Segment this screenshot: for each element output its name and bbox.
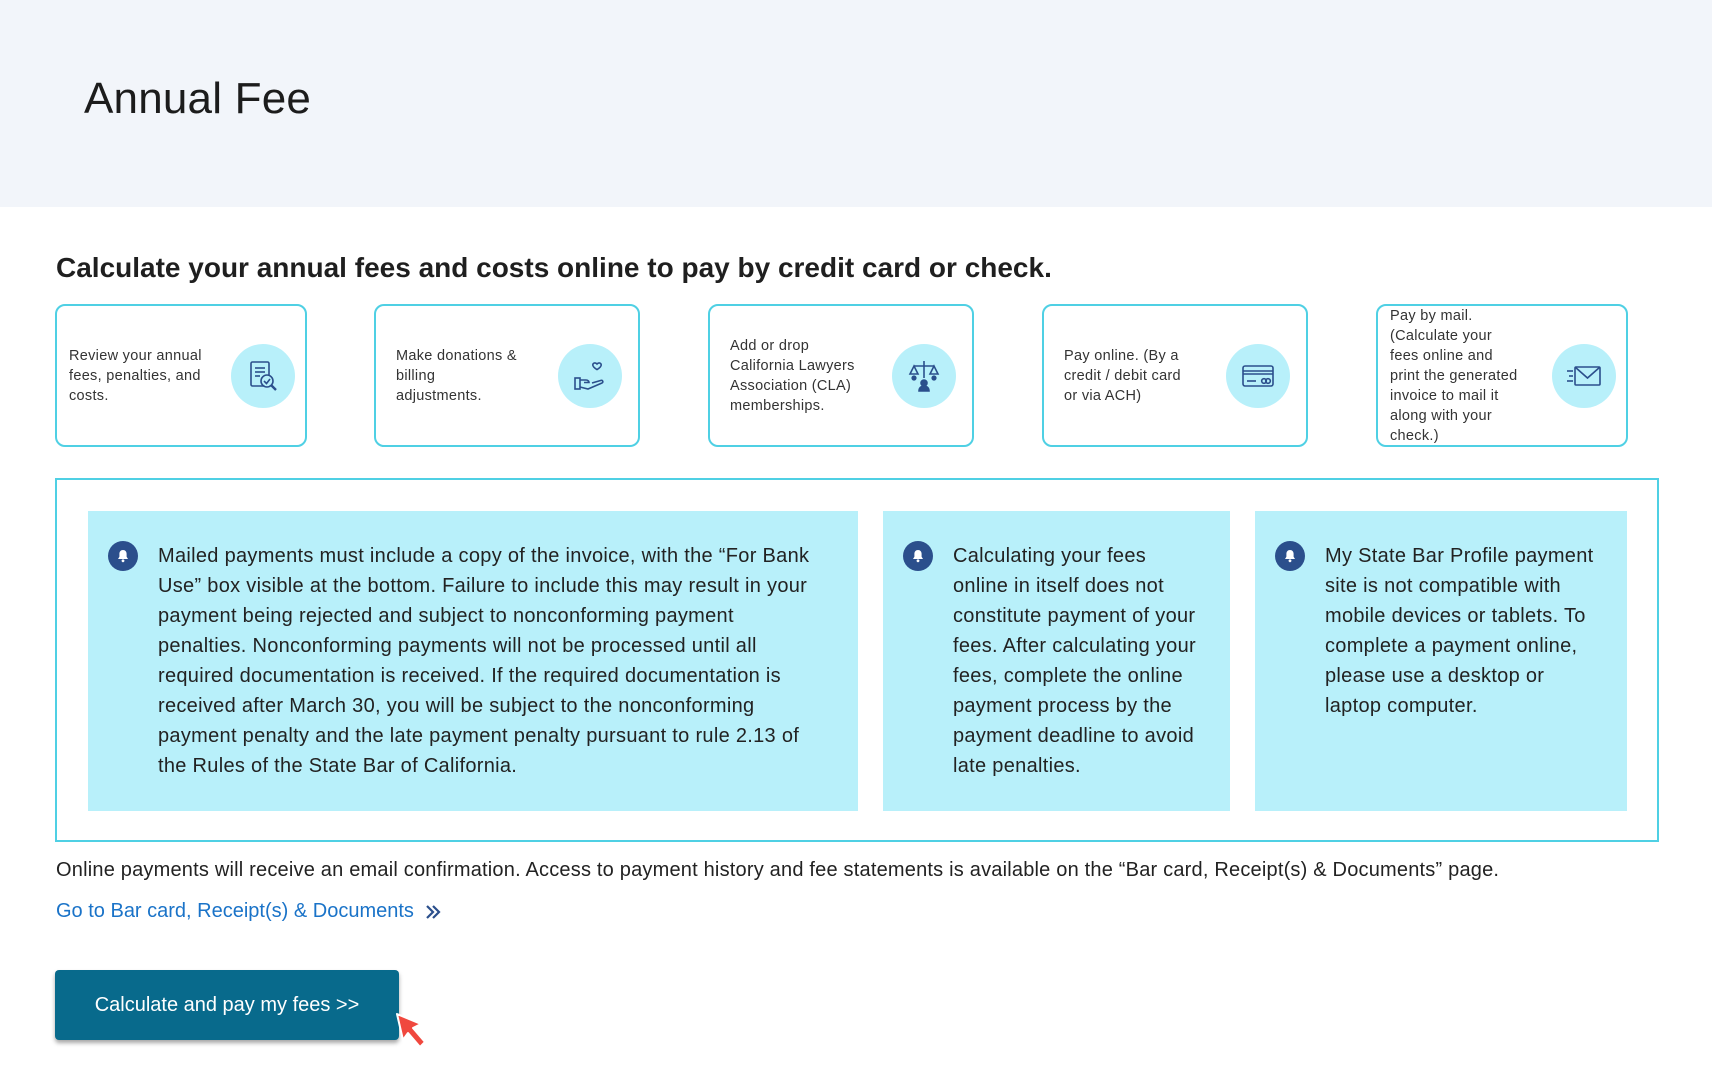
document-search-icon [231, 344, 295, 408]
bell-icon [903, 541, 933, 571]
credit-card-icon [1226, 344, 1290, 408]
mail-envelope-icon [1552, 344, 1616, 408]
hand-heart-icon [558, 344, 622, 408]
notice-panel-mailed-payments [88, 511, 858, 811]
notice-text: Calculating your fees online in itself does not constitute payment of your fees. After calculating your fees, complete the online payment process by the payment deadline to avoid late penalties. [953, 545, 1196, 777]
notice-text: Mailed payments must include a copy of the invoice, with the “For Bank Use” box visible at the bottom. Failure to include this may result in your payment being rejected and subject to nonconforming payment penalties. Nonconforming payments will not be processed until all required documentation is received. If the required documentation is received after March 30, you will be subject to the nonconforming payment penalty and the late payment penalty pursuant to rule 2.13 of the Rules of the State Bar of California. [158, 545, 810, 777]
step-card-cla-memberships [708, 304, 974, 447]
step-card-text: Add or drop California Lawyers Association (CLA) memberships. [730, 337, 855, 414]
step-card-text: Pay online. (By a credit / debit card or via ACH) [1064, 347, 1181, 404]
notice-box [55, 478, 1659, 842]
bell-icon [1275, 541, 1305, 571]
pointer-cursor-icon [395, 1010, 439, 1054]
step-card-text: Make donations & billing adjustments. [396, 347, 517, 404]
bar-card-documents-link-label: Go to Bar card, Receipt(s) & Documents [56, 900, 414, 922]
intro-subtitle: Calculate your annual fees and costs online to pay by credit card or check. [56, 252, 1052, 283]
step-card-pay-online [1042, 304, 1308, 447]
notice-panel-mobile-compatibility [1255, 511, 1627, 811]
email-confirmation-text: Online payments will receive an email confirmation. Access to payment history and fee statements is available on the “Bar card, Receipt(s) & Documents” page. [56, 859, 1500, 881]
notice-text: My State Bar Profile payment site is not compatible with mobile devices or tablets. To complete a payment online, please use a desktop or laptop computer. [1325, 545, 1594, 717]
scales-people-icon [892, 344, 956, 408]
step-card-pay-by-mail [1376, 304, 1628, 447]
page-title: Annual Fee [84, 74, 312, 123]
bar-card-documents-link[interactable] [56, 900, 444, 923]
step-card-text: Pay by mail. (Calculate your fees online and print the generated invoice to mail it along with your check.) [1390, 307, 1518, 444]
step-card-text: Review your annual fees, penalties, and costs. [69, 347, 202, 404]
double-chevron-right-icon [422, 901, 444, 923]
calculate-pay-fees-button[interactable]: Calculate and pay my fees >> [55, 970, 399, 1040]
bell-icon [108, 541, 138, 571]
step-card-donations [374, 304, 640, 447]
step-card-review-fees [55, 304, 307, 447]
notice-panel-calculating-fees [883, 511, 1230, 811]
